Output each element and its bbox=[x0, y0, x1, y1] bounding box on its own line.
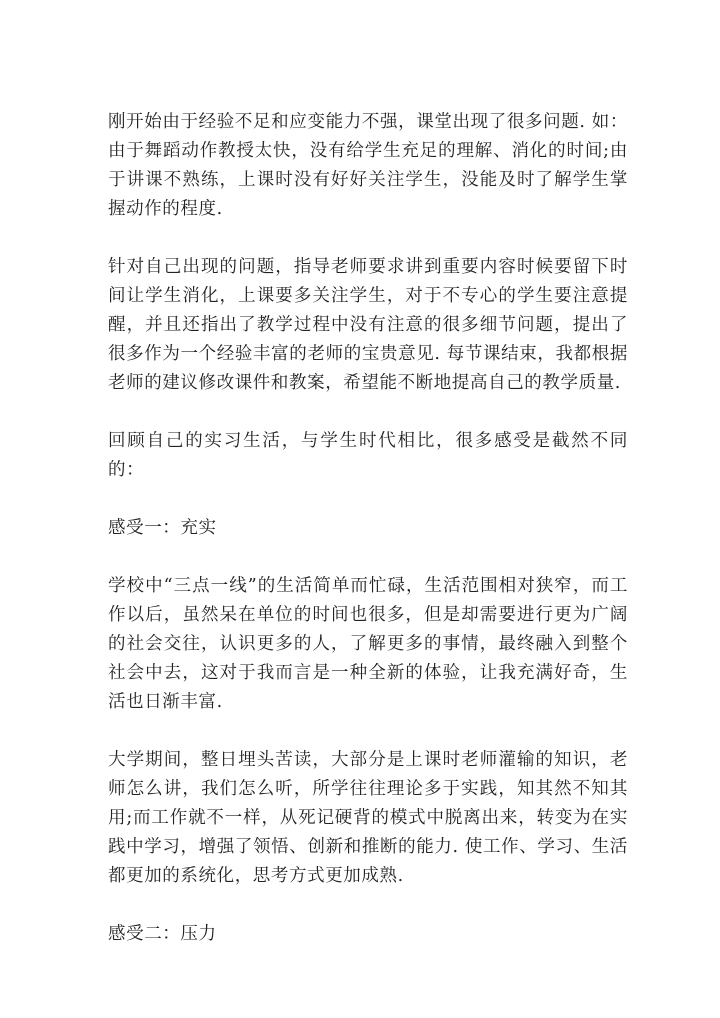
section-heading-feeling-two: 感受二：压力 bbox=[108, 924, 217, 944]
paragraph-review-intro: 回顾自己的实习生活，与学生时代相比，很多感受是截然不同的： bbox=[108, 431, 628, 480]
section-heading-feeling-one: 感受一：充实 bbox=[108, 518, 217, 538]
paragraph-university-vs-work: 大学期间，整日埋头苦读，大部分是上课时老师灌输的知识，老师怎么讲，我们怎么听，所学往往理论多于实践，知其然不知其用;而工作就不一样，从死记硬背的模式中脱离出来，转变为在实践中学习，增强了领悟、创新和推断的能力. 使工作、学习、生活都更加的系统化，思考方式更加成熟. bbox=[108, 750, 628, 886]
document-page bbox=[108, 108, 628, 978]
paragraph-teaching-problems: 刚开始由于经验不足和应变能力不强，课堂出现了很多问题. 如：由于舞蹈动作教授太快，没有给学生充足的理解、消化的时间;由于讲课不熟练，上课时没有好好关注学生，没能及时了解学生掌握动作的程度. bbox=[108, 112, 628, 219]
paragraph-mentor-guidance: 针对自己出现的问题，指导老师要求讲到重要内容时候要留下时间让学生消化，上课要多关注学生，对于不专心的学生要注意提醒，并且还指出了教学过程中没有注意的很多细节问题，提出了很多作为一个经验丰富的老师的宝贵意见. 每节课结束，我都根据老师的建议修改课件和教案，希望能不断地提高自己的教学质量. bbox=[108, 257, 628, 393]
paragraph-social-life: 学校中“三点一线”的生活简单而忙碌，生活范围相对狭窄，而工作以后，虽然呆在单位的时间也很多，但是却需要进行更为广阔的社会交往，认识更多的人，了解更多的事情，最终融入到整个社会中去，这对于我而言是一种全新的体验，让我充满好奇，生活也日渐丰富. bbox=[108, 576, 628, 712]
